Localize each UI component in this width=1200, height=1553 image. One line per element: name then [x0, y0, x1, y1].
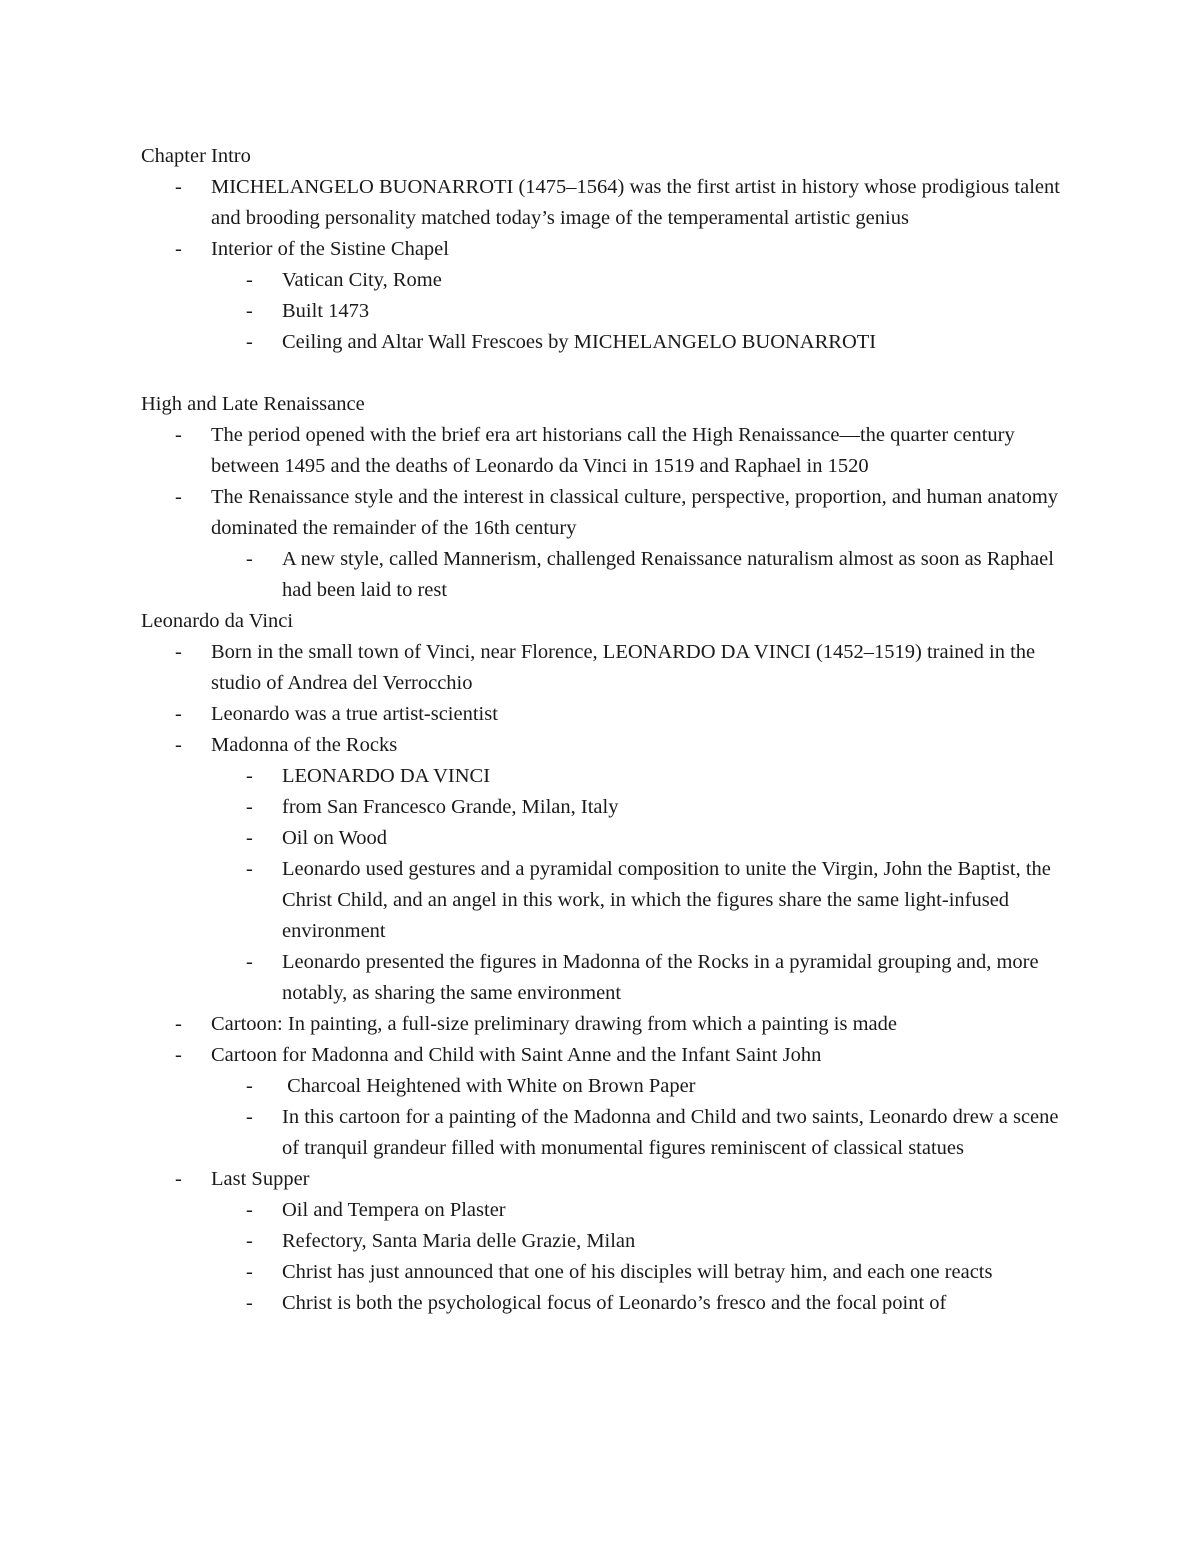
sub-list-item-text: Leonardo used gestures and a pyramidal composition to unite the Virgin, John the Baptist, the Christ Child, and an angel in this work, in which the figures share the same light-infused environment [282, 858, 1051, 942]
bullet-dash: - [175, 486, 182, 508]
bullet-dash: - [246, 269, 253, 291]
notes-body [141, 141, 1061, 1319]
bullet-dash: - [175, 424, 182, 446]
sub-list-item [211, 1257, 1061, 1288]
list-item-text: Cartoon: In painting, a full-size preliminary drawing from which a painting is made [211, 1013, 897, 1035]
list-item-text: The Renaissance style and the interest in classical culture, perspective, proportion, and human anatomy dominated the remainder of the 16th century [211, 486, 1059, 539]
sub-list-item-text: Built 1473 [282, 300, 370, 322]
bullet-dash: - [246, 1199, 253, 1221]
sub-list-item-text: Christ is both the psychological focus of Leonardo’s fresco and the focal point of [282, 1292, 947, 1314]
sub-list-item-text: LEONARDO DA VINCI [282, 765, 491, 787]
bullet-dash: - [246, 1230, 253, 1252]
bullet-dash: - [175, 703, 182, 725]
sub-list-item-text: Oil on Wood [282, 827, 388, 849]
list-item-text: Cartoon for Madonna and Child with Saint Anne and the Infant Saint John [211, 1044, 822, 1066]
sub-list-item [211, 823, 1061, 854]
bullet-dash: - [246, 1075, 253, 1097]
sub-list-item [211, 854, 1061, 947]
sub-list-item-text: Oil and Tempera on Plaster [282, 1199, 506, 1221]
sub-list-item-text: In this cartoon for a painting of the Madonna and Child and two saints, Leonardo drew a scene of tranquil grandeur filled with monumental figures reminiscent of classical statues [282, 1106, 1059, 1159]
bullet-dash: - [246, 827, 253, 849]
sub-list-item [211, 761, 1061, 792]
list-item [141, 420, 1061, 482]
list-item-text: The period opened with the brief era art historians call the High Renaissance—the quarter century between 1495 and the deaths of Leonardo da Vinci in 1519 and Raphael in 1520 [211, 424, 1015, 477]
sub-list-item-text: Vatican City, Rome [282, 269, 442, 291]
bullet-dash: - [246, 548, 253, 570]
list-item [141, 482, 1061, 606]
bullet-dash: - [246, 1261, 253, 1283]
sub-list-item-text: Christ has just announced that one of his disciples will betray him, and each one reacts [282, 1261, 993, 1283]
bullet-dash: - [246, 796, 253, 818]
section-leonardo-da-vinci [141, 606, 1061, 1319]
sub-list-item-text: Ceiling and Altar Wall Frescoes by MICHELANGELO BUONARROTI [282, 331, 877, 353]
sub-list-item [211, 1288, 1061, 1319]
list-item [141, 1164, 1061, 1319]
sub-list-item-text: from San Francesco Grande, Milan, Italy [282, 796, 619, 818]
sub-list-item [211, 947, 1061, 1009]
list-item [141, 730, 1061, 1009]
list-item-text: Leonardo was a true artist-scientist [211, 703, 498, 725]
sub-list-item-text: Charcoal Heightened with White on Brown Paper [282, 1075, 696, 1097]
section-heading: Leonardo da Vinci [141, 610, 294, 632]
list-item-text: Interior of the Sistine Chapel [211, 238, 449, 260]
sub-list-item [211, 327, 1061, 358]
sub-list-item-text: Leonardo presented the figures in Madonna of the Rocks in a pyramidal grouping and, more notably, as sharing the same environment [282, 951, 1039, 1004]
bullet-list [141, 637, 1061, 1319]
sub-list-item [211, 296, 1061, 327]
sub-bullet-list [211, 1195, 1061, 1319]
sub-list-item [211, 792, 1061, 823]
bullet-dash: - [175, 1013, 182, 1035]
sub-list-item [211, 544, 1061, 606]
list-item [141, 1009, 1061, 1040]
bullet-dash: - [246, 858, 253, 880]
sub-list-item-text: A new style, called Mannerism, challenged Renaissance naturalism almost as soon as Raphael had been laid to rest [282, 548, 1054, 601]
sub-list-item [211, 1102, 1061, 1164]
list-item-text: Born in the small town of Vinci, near Florence, LEONARDO DA VINCI (1452–1519) trained in the studio of Andrea del Verrocchio [211, 641, 1036, 694]
list-item [141, 172, 1061, 234]
bullet-dash: - [246, 300, 253, 322]
bullet-dash: - [246, 331, 253, 353]
blank-line [141, 358, 1061, 389]
sub-bullet-list [211, 1071, 1061, 1164]
bullet-dash: - [175, 641, 182, 663]
list-item [141, 637, 1061, 699]
list-item [141, 234, 1061, 358]
list-item [141, 1040, 1061, 1164]
section-heading: High and Late Renaissance [141, 393, 365, 415]
sub-list-item [211, 1071, 1061, 1102]
section-chapter-intro [141, 141, 1061, 358]
bullet-list [141, 420, 1061, 606]
sub-bullet-list [211, 544, 1061, 606]
bullet-dash: - [175, 1168, 182, 1190]
bullet-dash: - [246, 1292, 253, 1314]
list-item-text: MICHELANGELO BUONARROTI (1475–1564) was the first artist in history whose prodigious talent and brooding personality matched today’s image of the temperamental artistic genius [211, 176, 1060, 229]
bullet-dash: - [246, 1106, 253, 1128]
section-high-late-renaissance [141, 389, 1061, 606]
list-item-text: Last Supper [211, 1168, 310, 1190]
sub-bullet-list [211, 265, 1061, 358]
bullet-dash: - [246, 765, 253, 787]
list-item-text: Madonna of the Rocks [211, 734, 398, 756]
sub-bullet-list [211, 761, 1061, 1009]
bullet-dash: - [175, 238, 182, 260]
bullet-dash: - [246, 951, 253, 973]
bullet-dash: - [175, 734, 182, 756]
bullet-dash: - [175, 176, 182, 198]
sub-list-item [211, 265, 1061, 296]
sub-list-item [211, 1226, 1061, 1257]
sub-list-item [211, 1195, 1061, 1226]
bullet-list [141, 172, 1061, 358]
bullet-dash: - [175, 1044, 182, 1066]
list-item [141, 699, 1061, 730]
sub-list-item-text: Refectory, Santa Maria delle Grazie, Milan [282, 1230, 636, 1252]
section-heading: Chapter Intro [141, 145, 251, 167]
